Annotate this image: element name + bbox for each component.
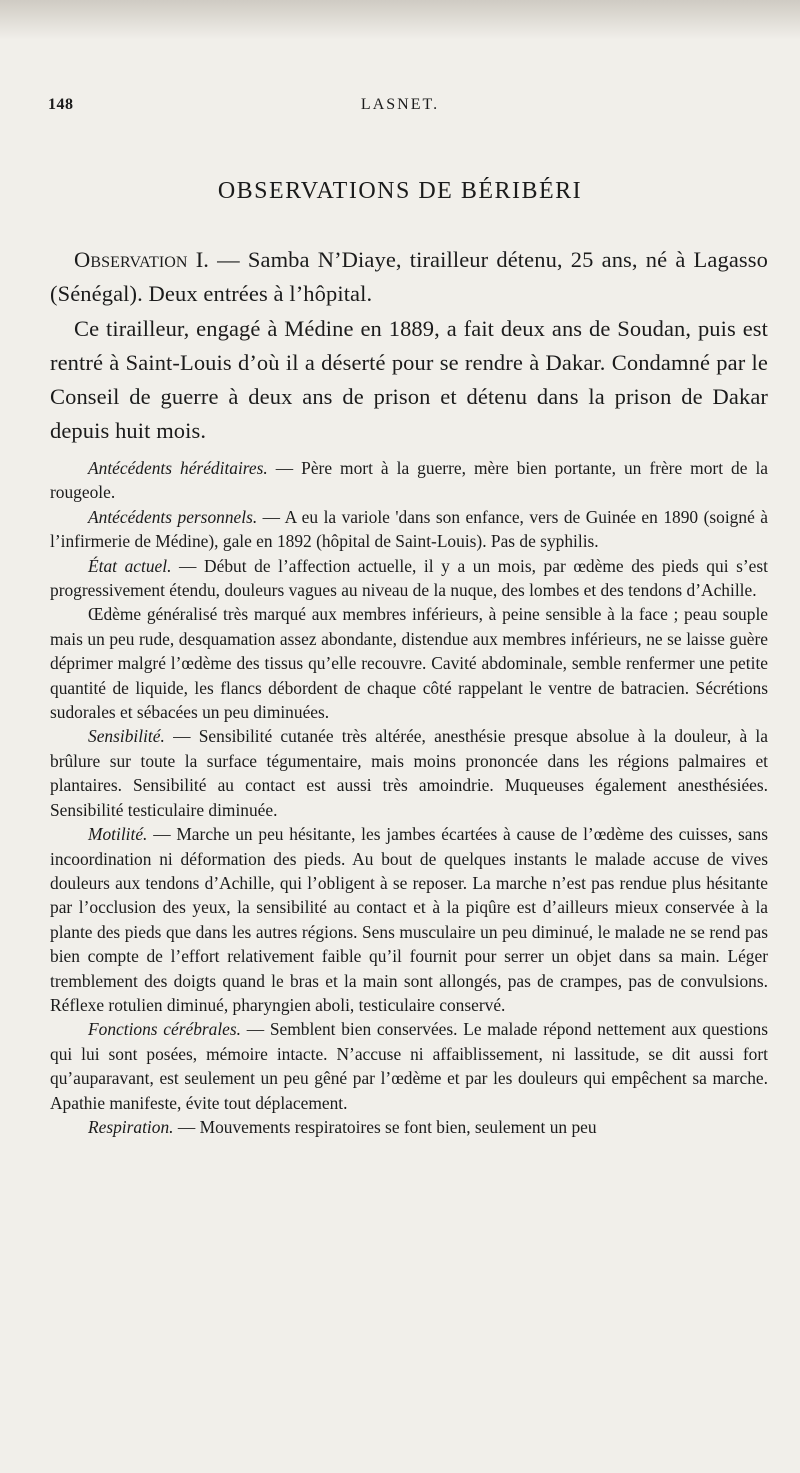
observation-heading-paragraph [50,243,768,312]
section-respiration [50,1115,768,1139]
section-heading: Respiration. [88,1116,174,1137]
section-text: — Semblent bien conservées. Le malade répond nettement aux questions qui lui sont posées, mémoire intacte. N’accuse ni affaiblissement, ni lassitude, se dit aussi fort qu’auparavant, est seulement un peu gêné par l’œdème et par les douleurs qui empêchent sa marche. Apathie manifeste, évite tout déplacement. [50,1019,768,1113]
section-sensibilite [50,724,768,822]
running-head: LASNET. [360,96,440,113]
section-etat-actuel [50,554,768,603]
observation-paragraph: Ce tirailleur, engagé à Médine en 1889, a fait deux ans de Soudan, puis est rentré à Saint-Louis d’où il a déserté pour se rendre à Dakar. Condamné par le Conseil de guerre à deux ans de prison et détenu dans la prison de Dakar depuis huit mois. [50,315,768,444]
section-title: OBSERVATIONS DE BÉRIBÉRI [217,178,583,204]
observation-intro [50,243,768,449]
section-fonctions-cerebrales [50,1017,768,1115]
observation-label: Observation I. [74,247,210,272]
section-heading: Motilité. [88,824,148,845]
section-text: — Mouvements respiratoires se font bien, seulement un peu [173,1116,597,1137]
section-heading: Antécédents personnels. [88,506,258,527]
observation-intro-text: — Samba N’Diaye, tirailleur détenu, 25 ans, né à Lagasso (Sénégal). Deux entrées à l’hôpital. [50,247,768,307]
section-antecedents-personnels [50,505,768,554]
section-oedeme [50,602,768,724]
section-text: — Marche un peu hésitante, les jambes écartées à cause de l’œdème des cuisses, sans incoordination ni déformation des pieds. Au bout de quelques instants le malade accuse de vives douleurs aux tendons d’Achille, qui l’obligent à se reposer. La marche n’est pas rendue plus hésitante par l’occlusion des yeux, la sensibilité au contact et à la piqûre est d’ailleurs mieux conservée à la plante des pieds que dans les autres régions. Sens musculaire un peu diminué, le malade ne se rend pas bien compte de l’effort relativement faible qu’il fournit pour serrer un objet dans sa main. Léger tremblement des doigts quand le bras et la main sont allongés, pas de crampes, pas de convulsions. Réflexe rotulien diminué, pharyngien aboli, testiculaire conservé. [50,824,768,1015]
section-motilite [50,822,768,1017]
clinical-sections [50,456,768,1139]
scan-edge-shadow [0,0,800,40]
section-heading: Fonctions cérébrales. [88,1019,242,1040]
section-heading: Antécédents héréditaires. [88,458,268,478]
page-header [48,96,752,120]
section-text: — Père mort à la guerre, mère bien portante, un frère mort de la rougeole. [50,458,768,503]
section-heading: État actuel. [88,555,172,576]
section-text: — Sensibilité cutanée très altérée, anesthésie presque absolue à la douleur, à la brûlure sur toute la surface tégumentaire, mais moins prononcée dans les régions palmaires et plantaires. Sensibilité au contact est aussi très amoindrie. Muqueuses également anesthésiées. Sensibilité testiculaire diminuée. [50,726,768,820]
section-antecedents-hereditaires [50,456,768,505]
section-text: Œdème généralisé très marqué aux membres inférieurs, à peine sensible à la face ; peau souple mais un peu rude, desquamation assez abondante, distendue aux membres inférieurs, ne se laisse guère déprimer malgré l’œdème des tissus qu’elle recouvre. Cavité abdominale, semble renfermer une petite quantité de liquide, les flancs débordent de chaque côté rappelant le ventre de batracien. Sécrétions sudorales et sébacées un peu diminuées. [50,604,768,723]
section-text: — A eu la variole 'dans son enfance, vers de Guinée en 1890 (soigné à l’infirmerie de Médine), gale en 1892 (hôpital de Saint-Louis). Pas de syphilis. [50,506,768,552]
section-heading: Sensibilité. [88,726,165,747]
page-number: 148 [48,96,74,113]
section-text: — Début de l’affection actuelle, il y a un mois, par œdème des pieds qui s’est progressivement étendu, douleurs vagues au niveau de la nuque, des lombes et des tendons d’Achille. [50,555,769,601]
